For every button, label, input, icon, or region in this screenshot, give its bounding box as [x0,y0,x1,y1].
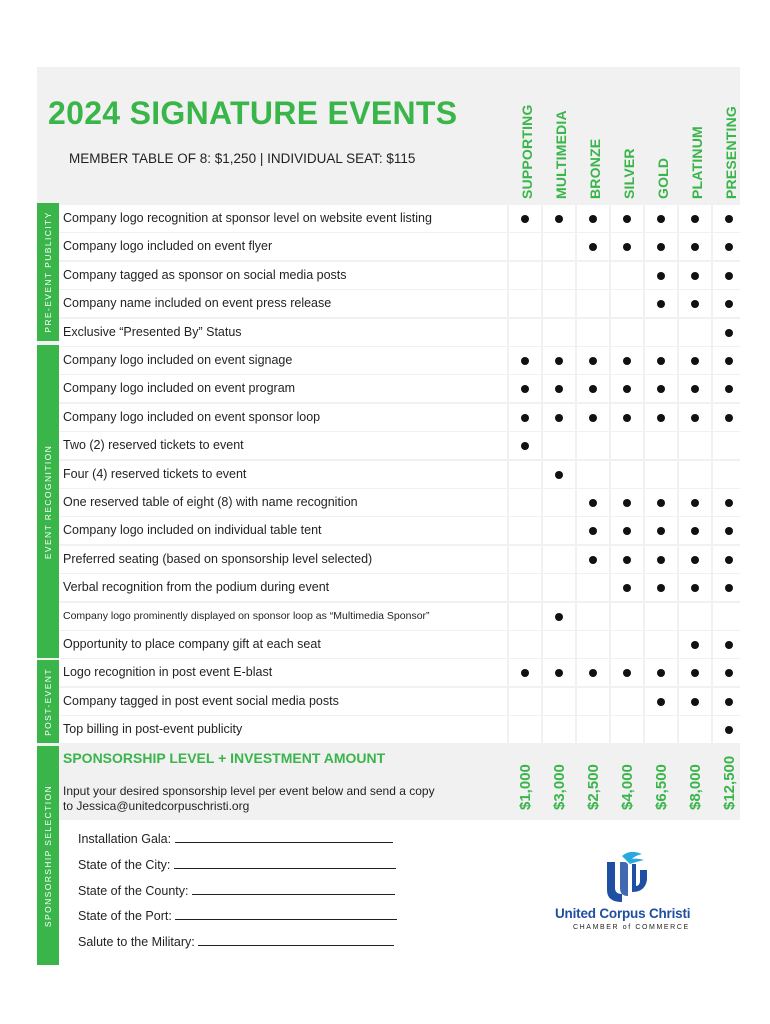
tier-cell-silver [611,688,643,715]
tier-cell-multimedia [543,603,575,630]
tier-cell-multimedia [543,517,575,544]
tier-cell-bronze [577,205,609,232]
table-row [59,233,740,261]
tier-cell-gold [645,716,677,743]
table-row [59,716,740,744]
included-dot-icon [725,527,733,535]
table-row [59,461,740,489]
entry-blank[interactable] [192,884,395,895]
included-dot-icon [623,215,631,223]
tier-cell-silver [611,347,643,374]
tier-cell-bronze [577,262,609,289]
tier-cell-silver [611,375,643,402]
event-label: State of the Port: [78,909,172,923]
tier-cell-gold [645,233,677,260]
column-header-label: BRONZE [587,138,603,199]
included-dot-icon [555,385,563,393]
included-dot-icon [589,527,597,535]
benefit-label: Top billing in post-event publicity [59,716,507,743]
tier-cell-presenting [713,659,745,686]
tier-cell-multimedia [543,233,575,260]
tier-cell-silver [611,574,643,601]
tier-cell-multimedia [543,205,575,232]
event-salute-to-the-military[interactable] [78,935,394,949]
table-row [59,517,740,545]
section-label: EVENT RECOGNITION [43,444,53,559]
event-label: Salute to the Military: [78,935,195,949]
tier-cell-bronze [577,603,609,630]
price-label: $6,500 [653,764,670,810]
tier-cell-presenting [713,489,745,516]
tier-cell-platinum [679,347,711,374]
table-row [59,432,740,460]
tier-cell-supporting [509,262,541,289]
tier-cell-gold [645,489,677,516]
included-dot-icon [555,215,563,223]
tier-cell-silver [611,461,643,488]
tier-cell-gold [645,574,677,601]
included-dot-icon [657,300,665,308]
tier-cell-multimedia [543,262,575,289]
tier-cell-bronze [577,716,609,743]
tier-cell-gold [645,659,677,686]
tier-cell-platinum [679,205,711,232]
tier-cell-supporting [509,319,541,346]
tier-cell-silver [611,404,643,431]
benefit-label: Company tagged as sponsor on social media posts [59,262,507,289]
included-dot-icon [657,669,665,677]
included-dot-icon [623,385,631,393]
included-dot-icon [589,499,597,507]
benefit-label: Company logo included on individual table tent [59,517,507,544]
price-label: $8,000 [687,764,704,810]
price-label: $4,000 [619,764,636,810]
tier-cell-supporting [509,603,541,630]
included-dot-icon [623,584,631,592]
section-label: POST-EVENT [43,667,53,736]
included-dot-icon [657,243,665,251]
column-header-label: PRESENTING [723,105,739,199]
tier-cell-silver [611,290,643,317]
included-dot-icon [521,215,529,223]
tier-cell-platinum [679,461,711,488]
tier-cell-gold [645,631,677,658]
included-dot-icon [725,215,733,223]
table-row [59,631,740,659]
page-subtitle: MEMBER TABLE OF 8: $1,250 | INDIVIDUAL SEAT: $115 [69,151,416,166]
included-dot-icon [725,300,733,308]
tier-cell-bronze [577,631,609,658]
tier-cell-bronze [577,461,609,488]
tier-cell-multimedia [543,404,575,431]
sponsorship-level-title: SPONSORSHIP LEVEL + INVESTMENT AMOUNT [63,750,386,766]
table-row [59,375,740,403]
benefit-label: Company logo included on event sponsor loop [59,404,507,431]
tier-cell-bronze [577,659,609,686]
tier-cell-supporting [509,574,541,601]
tier-cell-silver [611,205,643,232]
tier-cell-presenting [713,375,745,402]
tier-cell-silver [611,432,643,459]
tier-cell-presenting [713,233,745,260]
tier-cell-supporting [509,546,541,573]
table-row [59,574,740,602]
event-state-of-the-city[interactable] [78,858,396,872]
logo-tagline: CHAMBER of COMMERCE [573,924,690,931]
included-dot-icon [623,527,631,535]
benefit-label: Logo recognition in post event E-blast [59,659,507,686]
tier-cell-bronze [577,404,609,431]
entry-blank[interactable] [198,935,394,946]
tier-cell-presenting [713,404,745,431]
tier-cell-multimedia [543,375,575,402]
tier-cell-silver [611,319,643,346]
tier-cell-presenting [713,603,745,630]
included-dot-icon [521,357,529,365]
event-label: Installation Gala: [78,832,172,846]
tier-cell-presenting [713,546,745,573]
included-dot-icon [555,414,563,422]
benefit-label: One reserved table of eight (8) with name recognition [59,489,507,516]
tier-cell-presenting [713,461,745,488]
tier-cell-gold [645,603,677,630]
tier-cell-platinum [679,631,711,658]
included-dot-icon [589,385,597,393]
tier-cell-gold [645,517,677,544]
included-dot-icon [725,272,733,280]
tier-cell-gold [645,262,677,289]
included-dot-icon [623,556,631,564]
included-dot-icon [589,556,597,564]
included-dot-icon [725,556,733,564]
tier-cell-platinum [679,404,711,431]
event-state-of-the-county[interactable] [78,884,395,898]
tier-cell-presenting [713,688,745,715]
tier-cell-gold [645,375,677,402]
table-row [59,603,740,631]
tier-cell-gold [645,290,677,317]
included-dot-icon [691,272,699,280]
price-label: $3,000 [551,764,568,810]
tier-cell-multimedia [543,432,575,459]
included-dot-icon [623,357,631,365]
section-post-event [37,660,59,743]
included-dot-icon [725,414,733,422]
benefit-label: Four (4) reserved tickets to event [59,461,507,488]
included-dot-icon [589,414,597,422]
tier-cell-supporting [509,688,541,715]
tier-cell-platinum [679,659,711,686]
event-state-of-the-port[interactable] [78,909,397,923]
table-row [59,404,740,432]
tier-cell-silver [611,659,643,686]
logo-u-middle-stroke [620,862,628,896]
included-dot-icon [657,357,665,365]
sponsorship-instructions: Input your desired sponsorship level per event below and send a copy to Jessica@unitedcorpuschristi.org [63,784,435,813]
benefit-label: Company name included on event press release [59,290,507,317]
table-row [59,262,740,290]
tier-cell-supporting [509,659,541,686]
tier-cell-platinum [679,603,711,630]
tier-cell-supporting [509,205,541,232]
tier-cell-platinum [679,574,711,601]
tier-cell-platinum [679,233,711,260]
section-label: SPONSORSHIP SELECTION [43,784,53,927]
benefit-label: Company tagged in post event social media posts [59,688,507,715]
included-dot-icon [725,698,733,706]
tier-cell-silver [611,716,643,743]
logo-name: United Corpus Christi [555,906,691,921]
tier-cell-presenting [713,347,745,374]
tier-cell-gold [645,319,677,346]
tier-cell-presenting [713,290,745,317]
included-dot-icon [691,215,699,223]
included-dot-icon [725,385,733,393]
tier-cell-presenting [713,262,745,289]
included-dot-icon [657,385,665,393]
tier-cell-supporting [509,489,541,516]
included-dot-icon [623,499,631,507]
included-dot-icon [725,357,733,365]
tier-cell-multimedia [543,546,575,573]
column-header-label: SUPPORTING [519,104,535,199]
section-label: PRE-EVENT PUBLICITY [43,211,53,333]
included-dot-icon [657,527,665,535]
included-dot-icon [521,442,529,450]
tier-cell-platinum [679,375,711,402]
included-dot-icon [521,669,529,677]
column-header-label: SILVER [621,148,637,199]
tier-cell-bronze [577,290,609,317]
included-dot-icon [657,272,665,280]
included-dot-icon [691,527,699,535]
included-dot-icon [589,357,597,365]
tier-cell-gold [645,205,677,232]
tier-cell-supporting [509,290,541,317]
benefit-label: Company logo included on event signage [59,347,507,374]
column-header-label: PLATINUM [689,126,705,199]
table-row [59,688,740,716]
included-dot-icon [623,243,631,251]
benefit-label: Preferred seating (based on sponsorship level selected) [59,546,507,573]
event-installation-gala[interactable] [78,832,393,846]
included-dot-icon [691,641,699,649]
tier-cell-multimedia [543,290,575,317]
included-dot-icon [691,669,699,677]
included-dot-icon [623,414,631,422]
table-row [59,659,740,687]
included-dot-icon [657,556,665,564]
tier-cell-multimedia [543,489,575,516]
tier-cell-presenting [713,205,745,232]
included-dot-icon [623,669,631,677]
tier-cell-platinum [679,319,711,346]
included-dot-icon [725,584,733,592]
logo-u-left-stroke [607,862,622,902]
section-event-recognition [37,345,59,658]
tier-cell-bronze [577,489,609,516]
benefit-label: Company logo included on event flyer [59,233,507,260]
tier-cell-silver [611,603,643,630]
table-row [59,347,740,375]
tier-cell-supporting [509,347,541,374]
included-dot-icon [691,300,699,308]
included-dot-icon [555,669,563,677]
tier-cell-gold [645,347,677,374]
tier-cell-platinum [679,688,711,715]
tier-cell-bronze [577,319,609,346]
entry-blank[interactable] [174,858,396,869]
entry-blank[interactable] [175,909,397,920]
tier-cell-bronze [577,432,609,459]
tier-cell-bronze [577,574,609,601]
tier-cell-multimedia [543,659,575,686]
table-row [59,489,740,517]
tier-cell-platinum [679,716,711,743]
entry-blank[interactable] [175,832,393,843]
tier-cell-silver [611,489,643,516]
tier-cell-platinum [679,489,711,516]
section-sponsorship-selection [37,746,59,965]
tier-cell-platinum [679,432,711,459]
benefit-label: Verbal recognition from the podium during event [59,574,507,601]
tier-cell-multimedia [543,461,575,488]
tier-cell-presenting [713,319,745,346]
tier-cell-gold [645,688,677,715]
tier-cell-supporting [509,631,541,658]
tier-cell-bronze [577,546,609,573]
column-header-label: MULTIMEDIA [553,110,569,199]
tier-cell-supporting [509,375,541,402]
tier-cell-bronze [577,688,609,715]
benefit-label: Two (2) reserved tickets to event [59,432,507,459]
tier-cell-supporting [509,233,541,260]
benefit-label: Company logo prominently displayed on sponsor loop as “Multimedia Sponsor” [59,603,507,630]
tier-cell-silver [611,546,643,573]
tier-cell-multimedia [543,319,575,346]
price-label: $1,000 [517,764,534,810]
tier-cell-supporting [509,432,541,459]
included-dot-icon [725,641,733,649]
included-dot-icon [555,613,563,621]
included-dot-icon [725,329,733,337]
tier-cell-multimedia [543,347,575,374]
included-dot-icon [657,584,665,592]
included-dot-icon [657,499,665,507]
benefit-label: Opportunity to place company gift at each seat [59,631,507,658]
benefit-label: Company logo recognition at sponsor level on website event listing [59,205,507,232]
section-pre-event-publicity [37,203,59,341]
tier-cell-gold [645,461,677,488]
included-dot-icon [691,357,699,365]
page-title: 2024 SIGNATURE EVENTS [48,95,458,131]
included-dot-icon [691,385,699,393]
tier-cell-gold [645,432,677,459]
included-dot-icon [657,698,665,706]
included-dot-icon [691,556,699,564]
included-dot-icon [725,669,733,677]
included-dot-icon [589,243,597,251]
included-dot-icon [521,385,529,393]
tier-cell-multimedia [543,716,575,743]
included-dot-icon [657,215,665,223]
tier-cell-multimedia [543,688,575,715]
column-header-label: GOLD [655,157,671,199]
table-row [59,546,740,574]
included-dot-icon [725,243,733,251]
included-dot-icon [555,357,563,365]
tier-cell-multimedia [543,631,575,658]
tier-cell-bronze [577,347,609,374]
tier-cell-presenting [713,631,745,658]
table-row [59,290,740,318]
tier-cell-silver [611,517,643,544]
price-label: $12,500 [721,755,738,810]
table-row [59,205,740,233]
tier-cell-platinum [679,517,711,544]
tier-cell-presenting [713,574,745,601]
tier-cell-platinum [679,546,711,573]
tier-cell-supporting [509,517,541,544]
tier-cell-bronze [577,375,609,402]
included-dot-icon [691,499,699,507]
included-dot-icon [691,243,699,251]
included-dot-icon [521,414,529,422]
included-dot-icon [691,584,699,592]
price-label: $2,500 [585,764,602,810]
included-dot-icon [589,669,597,677]
event-label: State of the City: [78,858,171,872]
tier-cell-presenting [713,517,745,544]
tier-cell-silver [611,262,643,289]
tier-cell-silver [611,233,643,260]
included-dot-icon [657,414,665,422]
tier-cell-platinum [679,262,711,289]
included-dot-icon [725,499,733,507]
tier-cell-gold [645,546,677,573]
tier-cell-multimedia [543,574,575,601]
included-dot-icon [691,698,699,706]
tier-cell-silver [611,631,643,658]
event-label: State of the County: [78,884,189,898]
table-row [59,319,740,347]
included-dot-icon [555,471,563,479]
included-dot-icon [725,726,733,734]
tier-cell-supporting [509,404,541,431]
tier-cell-bronze [577,517,609,544]
tier-cell-gold [645,404,677,431]
logo-u-right-stroke [632,864,647,892]
benefit-label: Company logo included on event program [59,375,507,402]
included-dot-icon [691,414,699,422]
tier-cell-presenting [713,716,745,743]
tier-cell-supporting [509,716,541,743]
benefit-label: Exclusive “Presented By” Status [59,319,507,346]
tier-cell-bronze [577,233,609,260]
tier-cell-platinum [679,290,711,317]
included-dot-icon [589,215,597,223]
tier-cell-presenting [713,432,745,459]
tier-cell-supporting [509,461,541,488]
